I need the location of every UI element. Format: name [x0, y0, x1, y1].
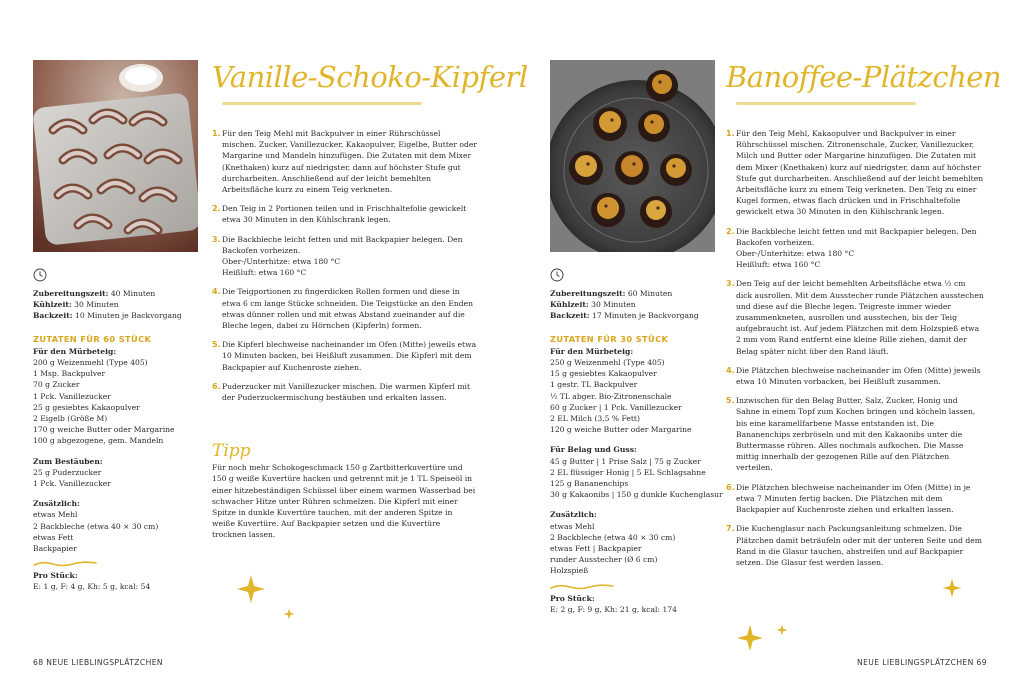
step: 2. Die Backbleche leicht fetten und mit Backpapier belegen. Den Backofen vorheizen. Ober-/Unterhitze: etwa 180 °C Heißluft: etwa 160 °C [726, 226, 977, 270]
star-icon [283, 608, 295, 620]
squiggle-divider [550, 583, 614, 591]
nutrition-values: E: 2 g, F: 9 g, Kh: 21 g, kcal: 174 [550, 604, 677, 614]
chill-time: Kühlzeit: 30 Minuten [33, 300, 119, 310]
step: 3. Den Teig auf der leicht bemehlten Arbeitsfläche etwa ½ cm dick ausrollen. Mit dem Ausstecher runde Plätzchen ausstechen und diese auf die Bleche legen. Teigreste immer wieder zusammenkneten, ausrollen und ausstechen, bis der Teig aufgebraucht ist. Auf jedem Plätzchen mit dem Holzspieß etwa 2 mm vom Rand entfernt eine kleine Rille ziehen, damit der Belag später nicht über den Rand läuft. [726, 279, 984, 356]
group-title: Für den Mürbeteig: [33, 346, 117, 356]
clock-icon [550, 268, 564, 282]
ingredient: 120 g weiche Butter oder Margarine [550, 425, 692, 435]
group-title: Für Belag und Guss: [550, 445, 637, 455]
ingredient: 2 Eigelb (Größe M) [33, 414, 108, 424]
step: 3. Die Backbleche leicht fetten und mit Backpapier belegen. Den Backofen vorheizen. Ober-/Unterhitze: etwa 180 °C Heißluft: etwa 160 °C [212, 234, 463, 278]
ingredient: 2 EL flüssiger Honig | 5 EL Schlagsahne [550, 467, 706, 477]
star-icon [736, 624, 764, 652]
star-icon [942, 578, 962, 598]
page-footer [33, 658, 163, 667]
step: 1. Für den Teig Mehl mit Backpulver in einer Rührschüssel mischen. Zucker, Vanillezucker, Kakaopulver, Eigelbe, Butter oder Margarine und Mandeln hinzufügen. Die Zutaten mit dem Mixer (Knethaken) kurz auf niedrigster, dann auf höchster Stufe gut durcharbeiten. Anschließend auf der leicht bemehlten Arbeitsfläche kurz zu einem Teig verkneten. [212, 129, 477, 195]
kipferl-photo [33, 60, 198, 252]
title-flourish [222, 102, 422, 105]
tip-text: Für noch mehr Schokogeschmack 150 g Zartbitterkuvertüre und 150 g weiße Kuvertüre hacken und getrennt mit je 1 TL Speiseöl in einer hitzebeständigen Schüssel über einem warmen Wasserbad bei schwacher Hitze unter Rühren schmelzen. Die Kipferl mit einer Spitze in dunkle Kuvertüre tauchen, mit der anderen Spitze in weiße Kuvertüre. Auf Backpapier setzen und die Kuvertüre trocknen lassen. [212, 463, 476, 540]
ingredient: 250 g Weizenmehl (Type 405) [550, 358, 665, 368]
step: 7. Die Kuchenglasur nach Packungsanleitung schmelzen. Die Plätzchen damit beträufeln oder mit der unteren Seite und dem Rand in die Glasur tauchen, abstreifen und auf Backpapier setzen. Die Glasur fest werden lassen. [726, 524, 982, 567]
group-title: Zum Bestäuben: [33, 456, 103, 466]
clock-icon [33, 268, 47, 282]
ingredient: 60 g Zucker | 1 Pck. Vanillezucker [550, 402, 682, 412]
prep-time: Zubereitungszeit: 60 Minuten [550, 289, 673, 298]
ingredient: 200 g Weizenmehl (Type 405) [33, 358, 148, 368]
recipe-title: Vanille-Schoko-Kipferl [212, 60, 528, 94]
group-title: Für den Mürbeteig: [550, 346, 634, 356]
page-footer [857, 658, 987, 667]
ingredient: etwas Mehl [33, 510, 78, 520]
page-number: 68 [33, 658, 44, 667]
group-title: Zusätzlich: [33, 499, 80, 509]
nutrition-label: Pro Stück: [33, 571, 78, 581]
step: 4. Die Plätzchen blechweise nacheinander im Ofen (Mitte) jeweils etwa 10 Minuten vorbacken, bei Heißluft zusammen. [726, 365, 981, 387]
ingredient: 1 Pck. Vanillezucker [33, 391, 111, 401]
ingredient: 100 g abgezogene, gem. Mandeln [33, 436, 164, 446]
ingredient: etwas Fett | Backpapier [550, 544, 642, 554]
tip-title: Tipp [212, 441, 251, 461]
chill-time: Kühlzeit: 30 Minuten [550, 300, 636, 310]
ingredient: 125 g Bananenchips [550, 479, 629, 489]
ingredient: 70 g Zucker [33, 380, 80, 390]
steps-list [212, 128, 477, 411]
star-icon [236, 574, 266, 604]
ingredient: Holzspieß [550, 566, 589, 576]
page-number: 69 [976, 658, 987, 667]
ingredient: etwas Fett [33, 532, 74, 542]
group-title: Zusätzlich: [550, 510, 597, 520]
recipe-sidebar [550, 268, 723, 615]
star-icon [776, 624, 788, 636]
tip-box [212, 441, 477, 541]
ingredient: 45 g Butter | 1 Prise Salz | 75 g Zucker [550, 456, 701, 466]
ingredients-heading: ZUTATEN FÜR 60 STÜCK [33, 333, 152, 344]
bake-time: Backzeit: 10 Minuten je Backvorgang [33, 311, 182, 321]
ingredients-heading: ZUTATEN FÜR 30 STÜCK [550, 333, 669, 344]
step: 5. Die Kipferl blechweise nacheinander im Ofen (Mitte) jeweils etwa 10 Minuten backen, bei Heißluft zusammen. Die Kipferl mit dem Backpapier auf Kuchenroste ziehen. [212, 340, 477, 372]
step: 1. Für den Teig Mehl, Kakaopulver und Backpulver in einer Rührschüssel mischen. Zitronenschale, Zucker, Vanillezucker, Milch und Butter oder Margarine hinzufügen. Die Zutaten mit dem Mixer (Knethaken) kurz auf niedrigster, dann auf höchster Stufe gut durcharbeiten. Anschließend auf der leicht bemehlten Arbeitsfläche kurz zu einem Teig verkneten. Den Teig zu einer Kugel formen, etwas flach drücken und in Frischhaltefolie gewickelt etwa 30 Minuten in den Kühlschrank legen. [726, 129, 984, 217]
running-head: NEUE LIEBLINGSPLÄTZCHEN [46, 658, 163, 667]
right-page [510, 0, 1020, 698]
ingredient: 170 g weiche Butter oder Margarine [33, 425, 175, 435]
ingredient: 15 g gesiebtes Kakaopulver [550, 369, 657, 379]
ingredient: 30 g Kakaonibs | 150 g dunkle Kuchenglasur [550, 490, 723, 500]
ingredient: runder Ausstecher (Ø 6 cm) [550, 555, 658, 565]
ingredient: Backpapier [33, 544, 77, 554]
ingredient: 1 Pck. Vanillezucker [33, 479, 111, 489]
bake-time: Backzeit: 17 Minuten je Backvorgang [550, 311, 699, 321]
ingredient: 1 Msp. Backpulver [33, 369, 106, 379]
recipe-title: Banoffee-Plätzchen [726, 60, 1002, 94]
running-head: NEUE LIEBLINGSPLÄTZCHEN [857, 658, 974, 667]
step: 6. Die Plätzchen blechweise nacheinander im Ofen (Mitte) in je etwa 7 Minuten fertig backen. Die Plätzchen mit dem Backpapier auf Kuchenroste ziehen und erkalten lassen. [726, 482, 971, 515]
nutrition-values: E: 1 g, F: 4 g, Kh: 5 g, kcal: 54 [33, 582, 151, 592]
ingredient: 2 EL Milch (3,5 % Fett) [550, 414, 640, 424]
ingredient: 1 gestr. TL Backpulver [550, 380, 638, 390]
step: 5. Inzwischen für den Belag Butter, Salz, Zucker, Honig und Sahne in einem Topf zum Kochen bringen und köcheln lassen, bis eine karamellfarbene Masse entstanden ist. Die Bananenchips zerbröseln und mit den Kakaonibs unter die Buttermasse rühren. Alles nochmals aufkochen. Die Masse mittig innerhalb der gezogenen Rille auf den Plätzchen verteilen. [726, 396, 976, 473]
ingredient: 2 Backbleche (etwa 40 × 30 cm) [550, 532, 676, 542]
squiggle-divider [33, 560, 97, 568]
step: 2. Den Teig in 2 Portionen teilen und in Frischhaltefolie gewickelt etwa 30 Minuten in den Kühlschrank legen. [212, 204, 467, 225]
title-flourish [736, 102, 916, 105]
recipe-sidebar [33, 268, 183, 593]
prep-time: Zubereitungszeit: 40 Minuten [33, 289, 156, 298]
ingredient: ½ TL abger. Bio-Zitronenschale [550, 391, 672, 401]
step: 4. Die Teigportionen zu fingerdicken Rollen formen und diese in etwa 6 cm lange Stücke schneiden. Die Teigstücke an den Enden etwas dünner rollen und mit etwas Abstand zueinander auf die Bleche legen, dabei zu Hörnchen (Kipferln) formen. [212, 287, 474, 331]
nutrition-label: Pro Stück: [550, 593, 595, 603]
banoffee-photo [550, 60, 715, 252]
ingredient: 25 g gesiebtes Kakaopulver [33, 402, 140, 412]
steps-list [726, 128, 984, 576]
step: 6. Puderzucker mit Vanillezucker mischen. Die warmen Kipferl mit der Puderzuckermischung bestäuben und erkalten lassen. [212, 381, 471, 403]
ingredient: 25 g Puderzucker [33, 467, 102, 477]
ingredient: etwas Mehl [550, 521, 595, 531]
ingredient: 2 Backbleche (etwa 40 × 30 cm) [33, 521, 159, 531]
